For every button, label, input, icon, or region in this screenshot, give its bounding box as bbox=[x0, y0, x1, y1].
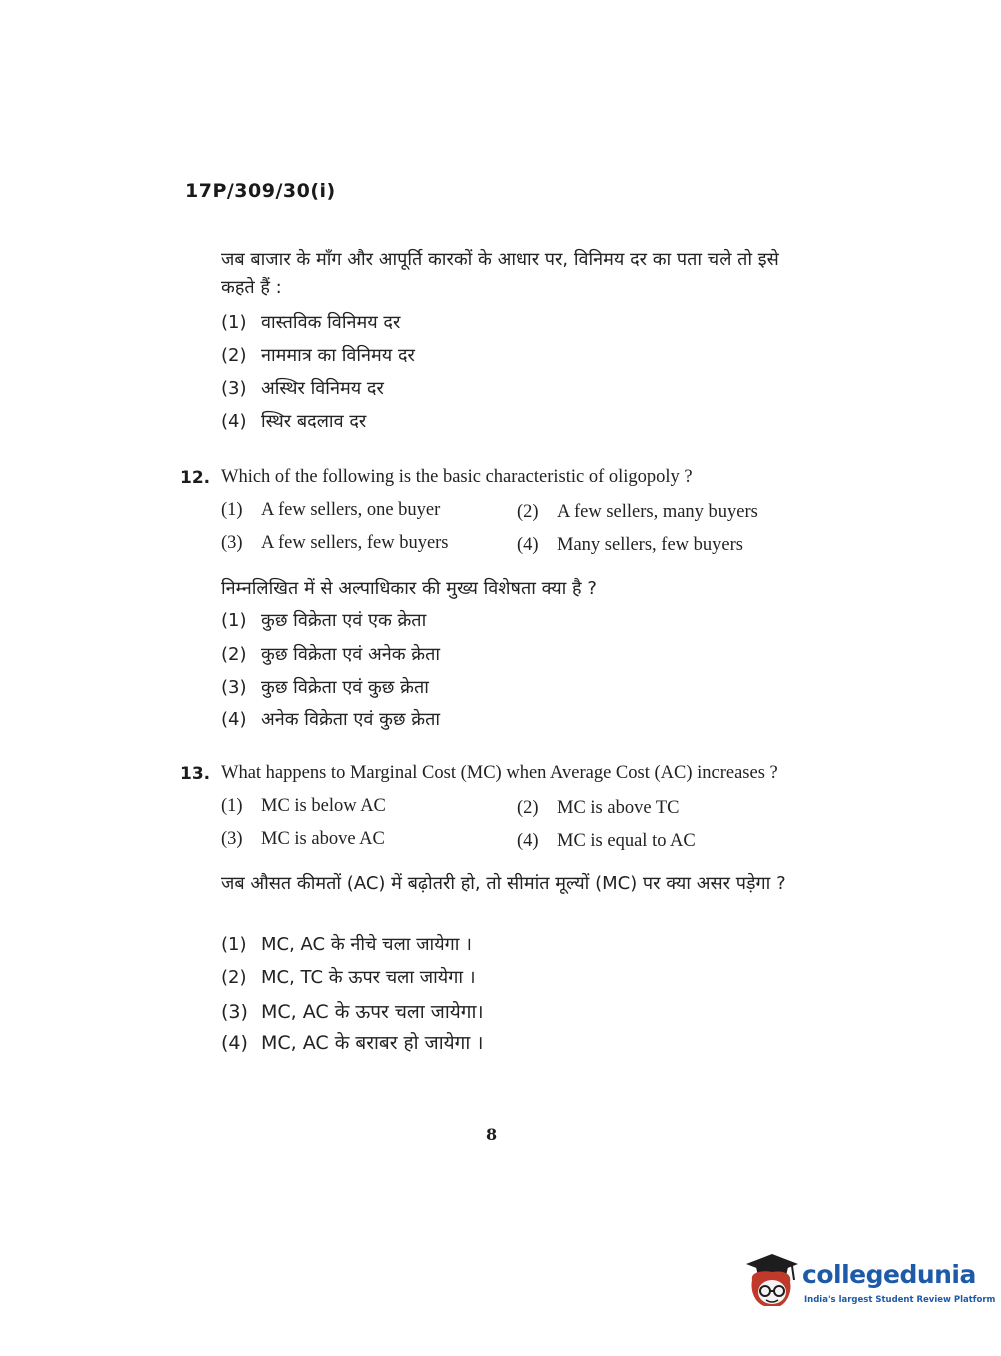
option-text: अनेक विक्रेता एवं कुछ क्रेता bbox=[261, 709, 441, 730]
option-text: स्थिर बदलाव दर bbox=[261, 411, 367, 432]
option-number: (4) bbox=[221, 1032, 248, 1054]
option-number: (2) bbox=[517, 798, 539, 818]
option-number: (3) bbox=[221, 829, 243, 849]
option-number: (3) bbox=[221, 533, 243, 553]
option-number: (4) bbox=[221, 411, 247, 432]
q13-hindi-option-2 bbox=[221, 965, 476, 989]
option-number: (1) bbox=[221, 796, 243, 816]
option-text: MC, TC के ऊपर चला जायेगा । bbox=[261, 967, 476, 988]
q12-hindi-option-4 bbox=[221, 707, 440, 731]
q13-hindi-text: जब औसत कीमतों (AC) में बढ़ोतरी हो, तो सीमांत मूल्यों (MC) पर क्या असर पड़ेगा ? bbox=[221, 873, 786, 894]
option-text: MC is below AC bbox=[261, 796, 386, 816]
q11-hindi-text: जब बाजार के माँग और आपूर्ति कारकों के आधार पर, विनिमय दर का पता चले तो इसे कहते हैं : bbox=[221, 249, 779, 298]
q12-text: Which of the following is the basic characteristic of oligopoly ? bbox=[221, 467, 693, 487]
q12-hindi-text: निम्नलिखित में से अल्पाधिकार की मुख्य विशेषता क्या है ? bbox=[221, 578, 597, 599]
page-number: 8 bbox=[486, 1125, 498, 1144]
q13-option-4 bbox=[517, 831, 696, 852]
q12-option-4 bbox=[517, 535, 743, 556]
q12-hindi-option-3 bbox=[221, 675, 429, 699]
q12-option-2 bbox=[517, 502, 758, 523]
option-text: वास्तविक विनिमय दर bbox=[261, 312, 401, 333]
option-number: (4) bbox=[517, 831, 539, 851]
option-number: (1) bbox=[221, 934, 247, 955]
option-text: MC is equal to AC bbox=[557, 831, 696, 851]
option-number: (1) bbox=[221, 312, 247, 333]
option-number: (3) bbox=[221, 677, 247, 698]
option-number: (3) bbox=[221, 378, 247, 399]
student-mascot-icon bbox=[742, 1250, 800, 1314]
option-number: (2) bbox=[221, 967, 247, 988]
q13-hindi-option-3 bbox=[221, 998, 484, 1024]
q13-hindi-option-4 bbox=[221, 1029, 484, 1055]
option-text: MC, AC के बराबर हो जायेगा । bbox=[261, 1032, 484, 1054]
q11-hindi-option-1 bbox=[221, 310, 400, 334]
option-text: A few sellers, few buyers bbox=[261, 533, 449, 553]
option-number: (3) bbox=[221, 1001, 248, 1023]
q12-option-1 bbox=[221, 500, 440, 521]
q13-number: 13. bbox=[180, 764, 211, 784]
option-number: (2) bbox=[221, 644, 247, 665]
option-text: अस्थिर विनिमय दर bbox=[261, 378, 384, 399]
q11-hindi-option-4 bbox=[221, 409, 366, 433]
q12-option-3 bbox=[221, 533, 449, 554]
option-text: कुछ विक्रेता एवं कुछ क्रेता bbox=[261, 677, 429, 698]
logo-name: collegedunia bbox=[802, 1260, 976, 1289]
q12-hindi-option-2 bbox=[221, 642, 440, 666]
option-text: A few sellers, many buyers bbox=[557, 502, 758, 522]
option-text: MC is above AC bbox=[261, 829, 385, 849]
option-text: नाममात्र का विनिमय दर bbox=[261, 345, 415, 366]
option-text: A few sellers, one buyer bbox=[261, 500, 441, 520]
q13-option-1 bbox=[221, 796, 386, 817]
collegedunia-logo bbox=[742, 1250, 996, 1314]
paper-code: 17P/309/30(i) bbox=[185, 180, 336, 202]
q13-text: What happens to Marginal Cost (MC) when Average Cost (AC) increases ? bbox=[221, 763, 778, 783]
option-text: MC is above TC bbox=[557, 798, 680, 818]
logo-tagline: India's largest Student Review Platform bbox=[804, 1295, 996, 1305]
option-text: कुछ विक्रेता एवं अनेक क्रेता bbox=[261, 644, 441, 665]
option-number: (2) bbox=[517, 502, 539, 522]
option-text: Many sellers, few buyers bbox=[557, 535, 743, 555]
option-number: (1) bbox=[221, 500, 243, 520]
option-text: कुछ विक्रेता एवं एक क्रेता bbox=[261, 610, 427, 631]
q11-hindi-option-3 bbox=[221, 376, 384, 400]
q11-hindi-option-2 bbox=[221, 343, 415, 367]
q13-option-3 bbox=[221, 829, 385, 850]
option-number: (2) bbox=[221, 345, 247, 366]
option-number: (4) bbox=[221, 709, 247, 730]
q12-hindi-option-1 bbox=[221, 608, 426, 632]
q12-number: 12. bbox=[180, 468, 211, 488]
option-text: MC, AC के ऊपर चला जायेगा। bbox=[261, 1001, 484, 1023]
option-number: (4) bbox=[517, 535, 539, 555]
option-text: MC, AC के नीचे चला जायेगा । bbox=[261, 934, 472, 955]
q13-option-2 bbox=[517, 798, 679, 819]
q13-hindi-option-1 bbox=[221, 932, 472, 956]
option-number: (1) bbox=[221, 610, 247, 631]
